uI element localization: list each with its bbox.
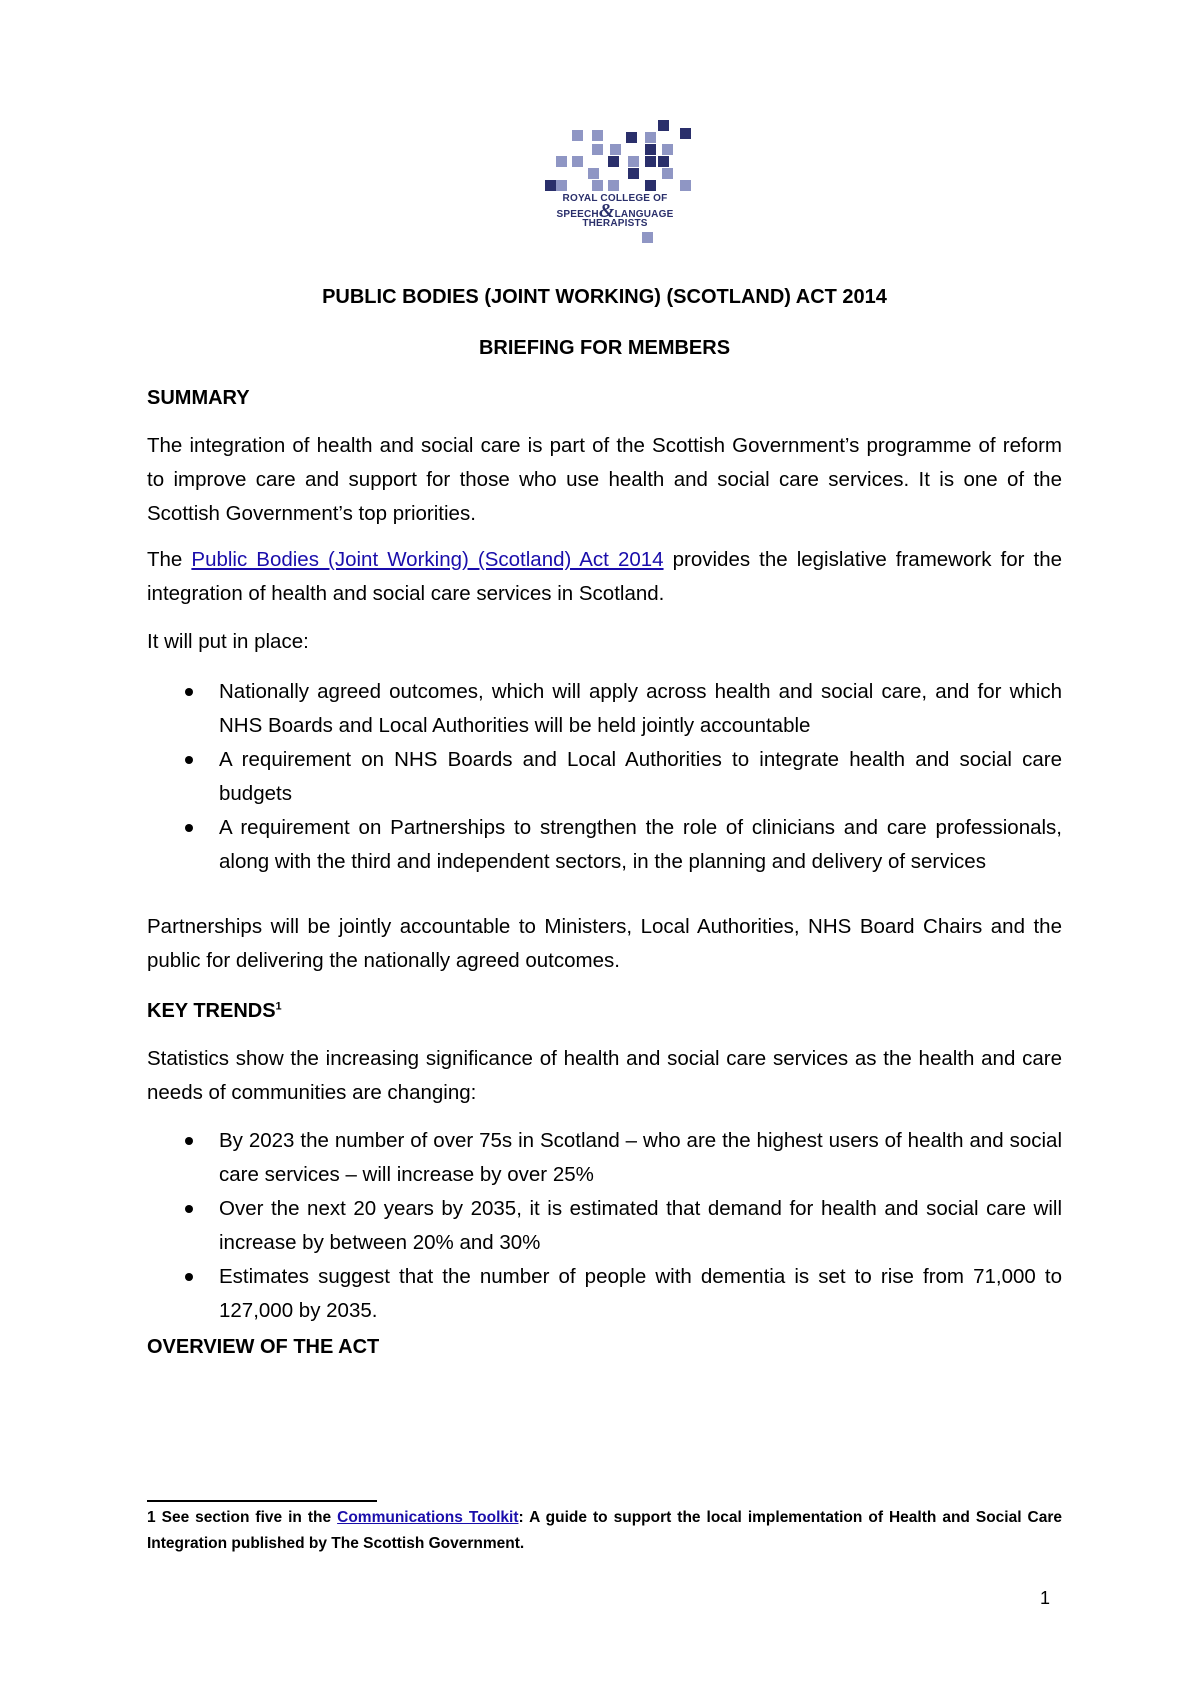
logo-square: [545, 180, 556, 191]
bullet-text: Estimates suggest that the number of people with dementia is set to rise from 71,000 to 127,000 by 2035.: [219, 1265, 1062, 1322]
logo-square: [680, 128, 691, 139]
trends-paragraph: Statistics show the increasing significance of health and social care services as the health and care needs of communities are changing:: [147, 1047, 1062, 1104]
logo-square: [588, 168, 599, 179]
logo-text-speech: SPEECH: [556, 209, 599, 220]
logo-square: [658, 156, 669, 167]
logo-square: [556, 156, 567, 167]
summary-paragraph-2-prefix: The: [147, 548, 192, 571]
logo-square: [628, 168, 639, 179]
logo-square: [556, 180, 567, 191]
act-link[interactable]: Public Bodies (Joint Working) (Scotland) Act 2014: [191, 548, 664, 571]
list-item: [147, 1192, 1062, 1260]
list-item: [147, 1124, 1062, 1192]
summary-paragraph-2-suffix: provides the legislative framework for the integration of health and social care services in Scotland.: [147, 548, 1062, 605]
summary-heading: SUMMARY: [147, 387, 250, 409]
key-trends-heading-text: KEY TRENDS: [147, 1000, 276, 1022]
bullet-text: A requirement on NHS Boards and Local Authorities to integrate health and social care budgets: [219, 748, 1062, 805]
logo-square: [572, 156, 583, 167]
logo-text-line3: THERAPISTS: [582, 218, 648, 229]
bullet-icon: [185, 1273, 193, 1281]
logo-square: [608, 180, 619, 191]
key-trends-heading: [147, 1000, 282, 1023]
logo-square: [645, 144, 656, 155]
communications-toolkit-link[interactable]: Communications Toolkit: [337, 1509, 519, 1526]
document-title: PUBLIC BODIES (JOINT WORKING) (SCOTLAND) ACT 2014: [322, 286, 887, 308]
overview-heading: OVERVIEW OF THE ACT: [147, 1336, 380, 1358]
bullet-text: Over the next 20 years by 2035, it is estimated that demand for health and social care will increase by between 20% and 30%: [219, 1197, 1062, 1254]
logo-square: [610, 144, 621, 155]
list-item: [147, 675, 1062, 743]
summary-paragraph-2: [147, 543, 1062, 611]
logo-square: [645, 132, 656, 143]
footnote-ref: 1: [275, 1000, 282, 1013]
logo-square: [645, 180, 656, 191]
footnote: [147, 1505, 1062, 1557]
logo-square: [592, 180, 603, 191]
logo-square: [592, 144, 603, 155]
bullet-text: By 2023 the number of over 75s in Scotland – who are the highest users of health and social care services – will increase by over 25%: [219, 1129, 1062, 1186]
bullet-icon: [185, 824, 193, 832]
logo-ampersand: &: [598, 200, 615, 222]
logo-square: [572, 130, 583, 141]
bullet-icon: [185, 756, 193, 764]
logo-square: [662, 144, 673, 155]
bullet-icon: [185, 1137, 193, 1145]
logo-square: [626, 132, 637, 143]
footnote-prefix: 1 See section five in the: [147, 1509, 338, 1526]
trends-bullet-list: [147, 1124, 1062, 1328]
summary-paragraph-1: The integration of health and social care is part of the Scottish Government’s programme of reform to improve care and support for those who use health and social care services. It is one of the Scottish Government’s top priorities.: [147, 434, 1062, 525]
logo-text-line1: ROYAL COLLEGE OF: [562, 193, 668, 204]
logo-square: [645, 156, 656, 167]
list-item: [147, 743, 1062, 811]
logo-square: [642, 232, 653, 243]
footnote-suffix: : A guide to support the local implementation of Health and Social Care Integration published by The Scottish Government.: [147, 1509, 1062, 1552]
bullet-text: A requirement on Partnerships to strengthen the role of clinicians and care professionals, along with the third and independent sectors, in the planning and delivery of services: [219, 816, 1062, 873]
rcslt-logo: [545, 120, 685, 270]
logo-square: [662, 168, 673, 179]
summary-bullet-list: [147, 675, 1062, 879]
logo-square: [592, 130, 603, 141]
bullet-icon: [185, 1205, 193, 1213]
bullet-text: Nationally agreed outcomes, which will apply across health and social care, and for which NHS Boards and Local Authorities will be held jointly accountable: [219, 680, 1062, 737]
list-item: [147, 811, 1062, 879]
summary-paragraph-3: It will put in place:: [147, 630, 309, 653]
logo-square: [628, 156, 639, 167]
list-item: [147, 1260, 1062, 1328]
logo-square: [680, 180, 691, 191]
logo-text-language: LANGUAGE: [614, 209, 674, 220]
logo-square: [658, 120, 669, 131]
summary-paragraph-4: Partnerships will be jointly accountable to Ministers, Local Authorities, NHS Board Chairs and the public for delivering the nationally agreed outcomes.: [147, 915, 1062, 972]
page-number: 1: [1040, 1588, 1051, 1608]
bullet-icon: [185, 688, 193, 696]
logo-square: [608, 156, 619, 167]
document-subtitle: BRIEFING FOR MEMBERS: [478, 337, 731, 359]
footnote-divider: [147, 1500, 377, 1502]
